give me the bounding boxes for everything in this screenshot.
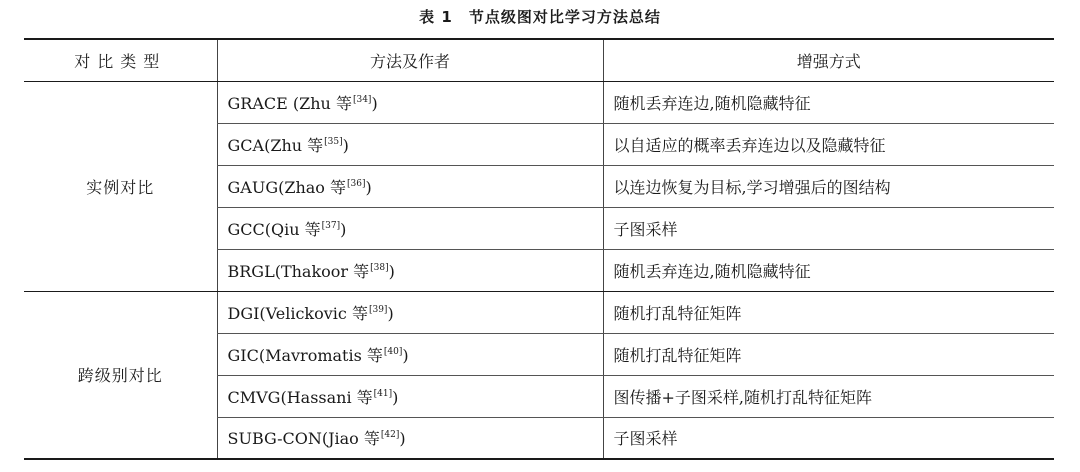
citation-ref: [36]: [347, 178, 366, 189]
table-caption: [0, 6, 1080, 27]
augmentation-cell: 子图采样: [603, 207, 1054, 249]
citation-ref: [38]: [370, 262, 389, 273]
table-title: 节点级图对比学习方法总结: [468, 8, 661, 26]
method-cell: SUBG-CON(Jiao 等[42]): [217, 417, 603, 459]
method-cell: BRGL(Thakoor 等[38]): [217, 249, 603, 291]
citation-ref: [42]: [380, 430, 400, 441]
method-cell: CMVG(Hassani 等[41]): [217, 375, 603, 417]
citation-ref: [34]: [352, 94, 372, 105]
augmentation-cell: 以连边恢复为目标,学习增强后的图结构: [603, 165, 1054, 207]
table-row: [24, 81, 1054, 123]
table-header-row: [24, 39, 1054, 81]
citation-ref: [39]: [368, 304, 388, 315]
table-row: [24, 291, 1054, 333]
method-cell: GAUG(Zhao 等[36]): [217, 165, 603, 207]
method-cell: GRACE (Zhu 等[34]): [217, 81, 603, 123]
citation-ref: [41]: [373, 388, 393, 399]
methods-table: [24, 38, 1054, 460]
table-number: 表 1: [419, 8, 453, 26]
augmentation-cell: 随机打乱特征矩阵: [603, 333, 1054, 375]
augmentation-cell: 图传播+子图采样,随机打乱特征矩阵: [603, 375, 1054, 417]
augmentation-cell: 以自适应的概率丢弃连边以及隐藏特征: [603, 123, 1054, 165]
header-method-author: 方法及作者: [217, 39, 603, 81]
group-label-cross-level: 跨级别对比: [24, 291, 217, 459]
citation-ref: [40]: [383, 346, 403, 357]
method-cell: GCA(Zhu 等[35]): [217, 123, 603, 165]
group-label-instance: 实例对比: [24, 81, 217, 291]
header-augmentation: 增强方式: [603, 39, 1054, 81]
augmentation-cell: 随机丢弃连边,随机隐藏特征: [603, 81, 1054, 123]
method-cell: GCC(Qiu 等[37]): [217, 207, 603, 249]
header-contrast-type: 对比类型: [24, 39, 217, 81]
citation-ref: [37]: [321, 220, 341, 231]
augmentation-cell: 随机打乱特征矩阵: [603, 291, 1054, 333]
augmentation-cell: 子图采样: [603, 417, 1054, 459]
citation-ref: [35]: [324, 136, 343, 147]
augmentation-cell: 随机丢弃连边,随机隐藏特征: [603, 249, 1054, 291]
method-cell: DGI(Velickovic 等[39]): [217, 291, 603, 333]
method-cell: GIC(Mavromatis 等[40]): [217, 333, 603, 375]
